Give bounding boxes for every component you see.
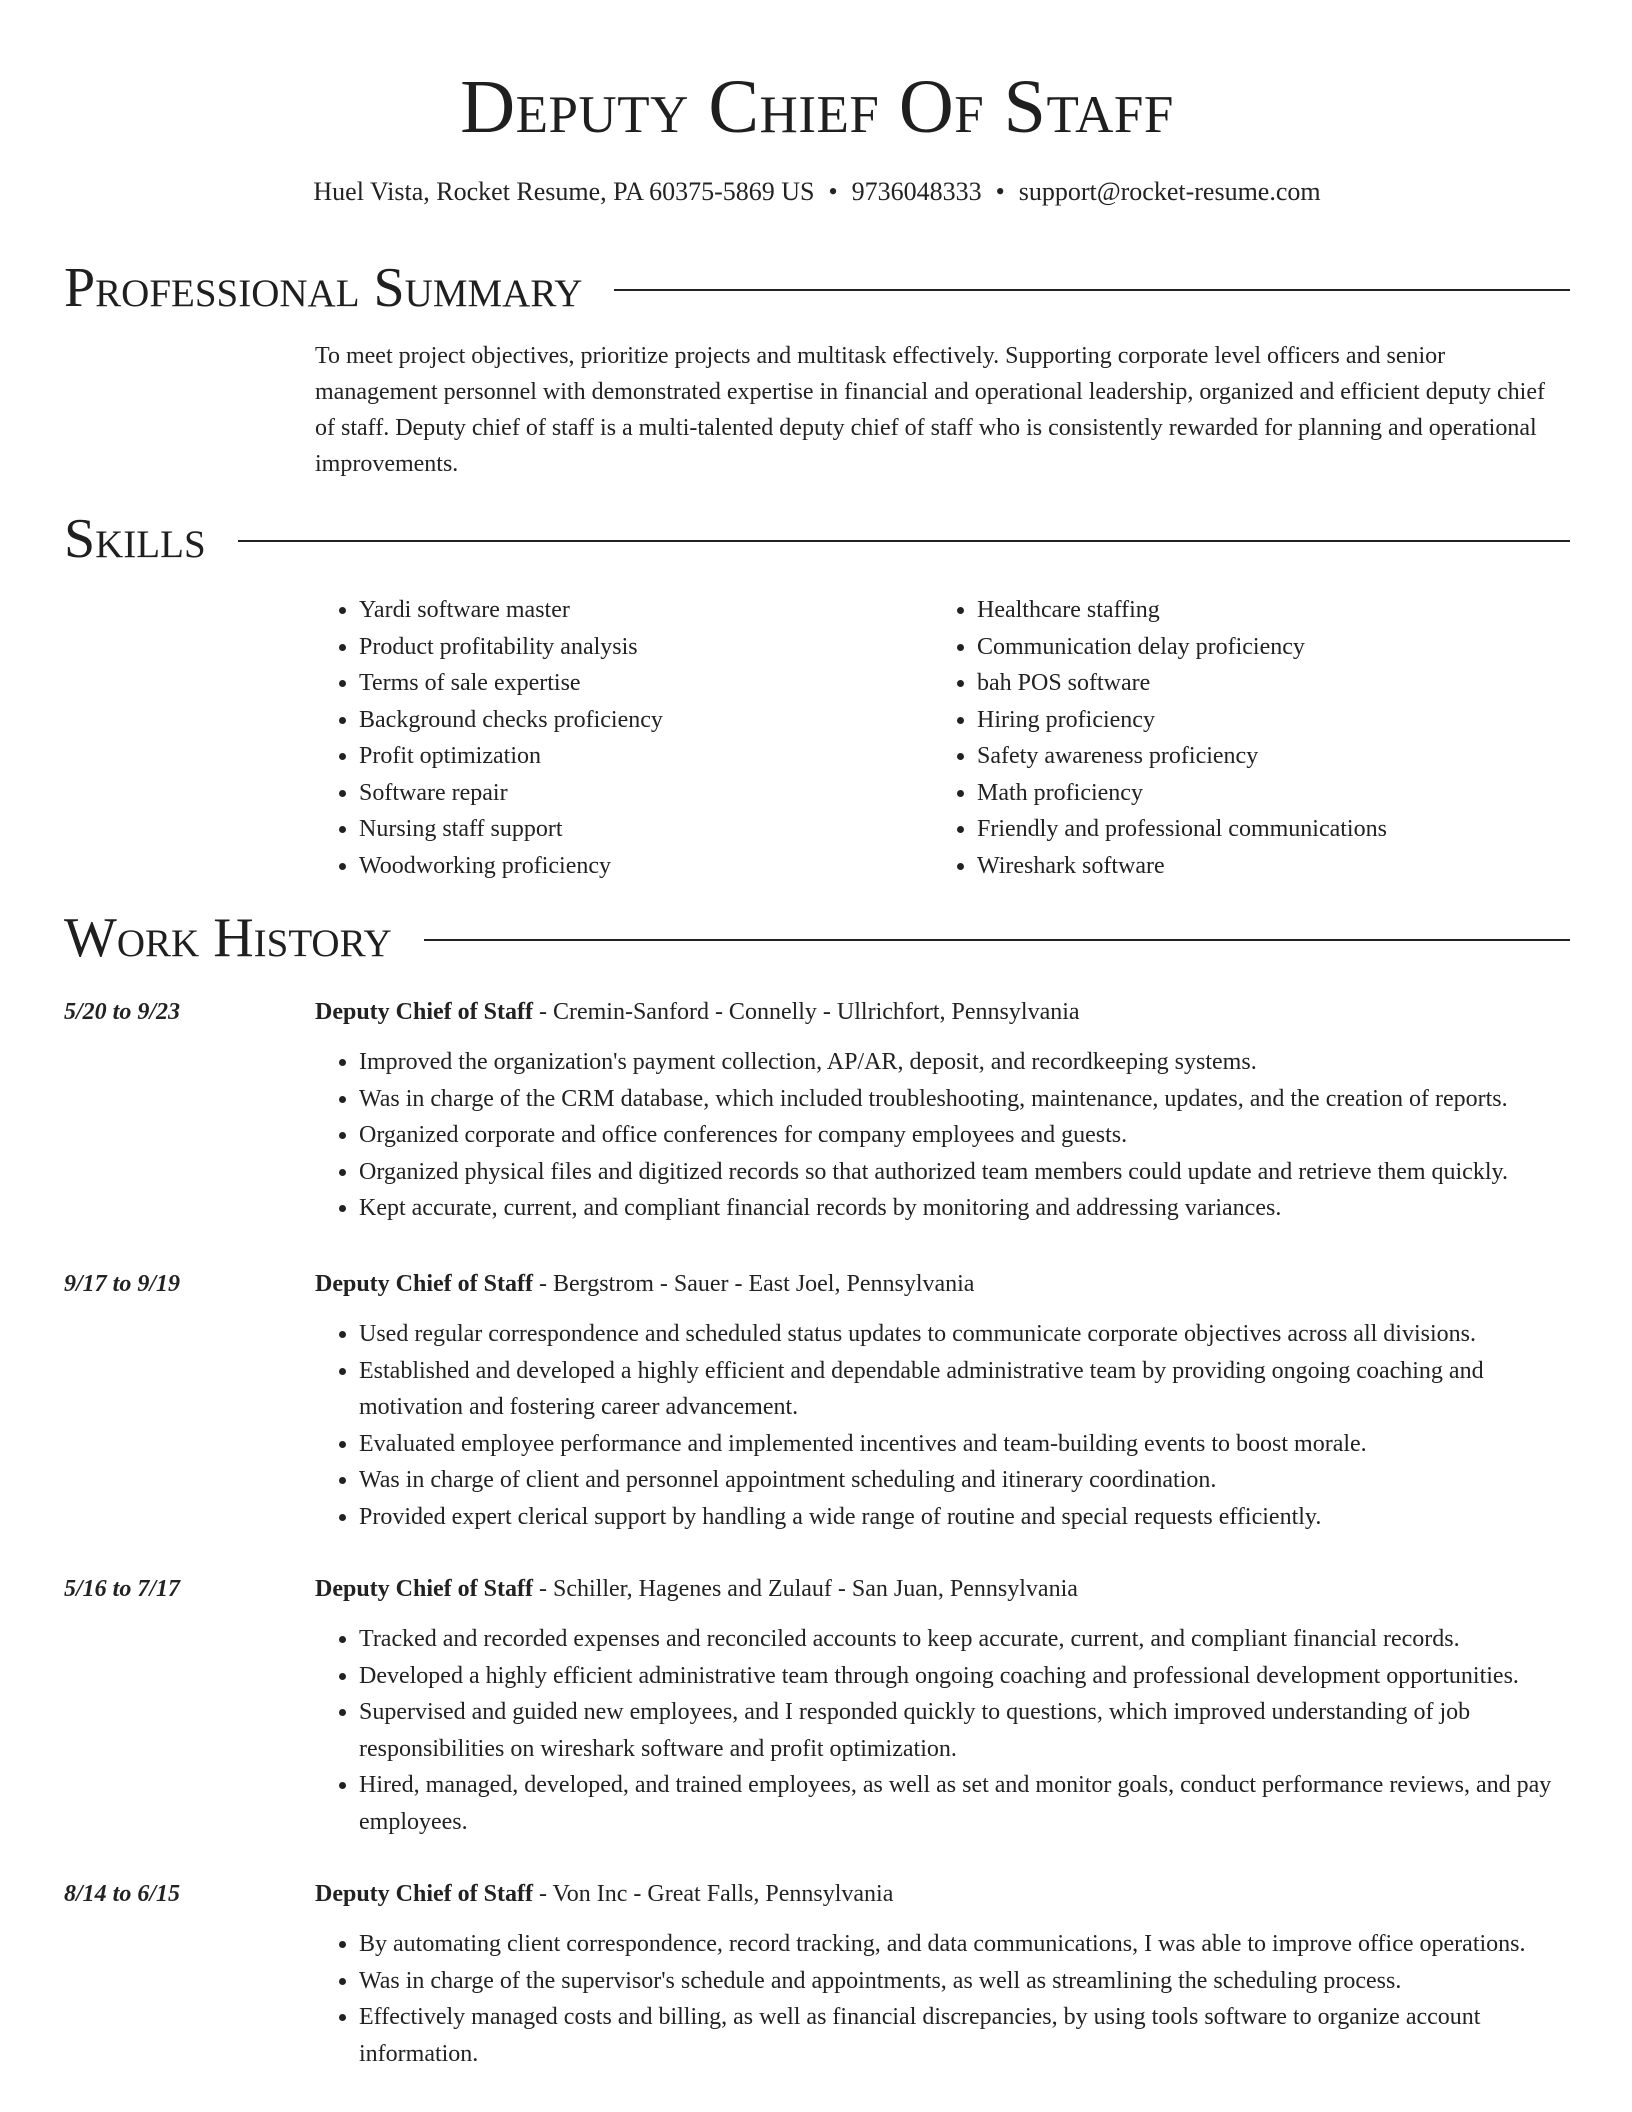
work-bullet: • Improved the organization's payment collection, AP/AR, deposit, and recordkeeping systems. [359,1044,1570,1081]
skill-item: • Friendly and professional communications [977,811,1551,848]
skills-title: Skills [64,508,206,570]
work-bullet: • Was in charge of the supervisor's schedule and appointments, as well as streamlining the scheduling process. [359,1963,1570,2000]
skill-item: • Background checks proficiency [359,702,933,739]
work-section-heading [64,908,1570,968]
skill-item: • bah POS software [977,665,1551,702]
work-bullet: • Kept accurate, current, and compliant financial records by monitoring and addressing variances. [359,1190,1570,1227]
skill-item: • Woodworking proficiency [359,848,933,885]
candidate-name: Deputy Chief Of Staff [460,65,1174,149]
contact-address: Huel Vista, Rocket Resume, PA 60375-5869 US [313,177,815,206]
work-employer-location: - Cremin-Sanford - Connelly - Ullrichfort, Pennsylvania [532,999,1080,1025]
work-bullet: • Organized physical files and digitized records so that authorized team members could update and retrieve them quickly. [359,1154,1570,1191]
work-bullet: • Organized corporate and office conferences for company employees and guests. [359,1117,1570,1154]
work-dates: 5/16 to 7/17 [64,1576,181,1602]
work-heading [315,994,1570,1030]
skills-section-heading [64,509,1570,569]
work-bullet: • Was in charge of client and personnel appointment scheduling and itinerary coordination. [359,1462,1570,1499]
work-bullet: • Hired, managed, developed, and trained employees, as well as set and monitor goals, conduct performance reviews, and pay employees. [359,1767,1570,1840]
work-bullet: • Established and developed a highly efficient and dependable administrative team by providing ongoing coaching and motivation and fostering career advancement. [359,1353,1570,1426]
work-bullet: • Used regular correspondence and scheduled status updates to communicate corporate objectives across all divisions. [359,1316,1570,1353]
skill-item: • Math proficiency [977,775,1551,812]
contact-separator: • [828,177,838,206]
skills-list [315,592,1570,884]
summary-title: Professional Summary [64,257,583,319]
skill-item: • Wireshark software [977,848,1551,885]
work-bullets [315,1926,1570,2072]
skill-item: • Profit optimization [359,738,933,775]
skill-item: • Product profitability analysis [359,629,933,666]
work-heading [315,1876,1570,1912]
contact-email[interactable]: support@rocket-resume.com [1018,177,1321,206]
summary-section-heading [64,258,1570,318]
work-employer-location: - Von Inc - Great Falls, Pennsylvania [532,1881,894,1907]
work-role: Deputy Chief of Staff [315,1576,533,1602]
work-title: Work History [64,907,392,969]
summary-text: To meet project objectives, prioritize projects and multitask effectively. Supporting corporate level officers and senior management personnel with demonstrated expertise in financial and operational leadership, organized and efficient deputy chief of staff. Deputy chief of staff is a multi-talented deputy chief of staff who is consistently rewarded for planning and operational improvements. [315,343,1545,477]
skill-item: • Safety awareness proficiency [977,738,1551,775]
work-bullet: • Effectively managed costs and billing, as well as financial discrepancies, by using tools software to organize account information. [359,1999,1570,2072]
work-employer-location: - Bergstrom - Sauer - East Joel, Pennsylvania [532,1271,975,1297]
skill-item: • Terms of sale expertise [359,665,933,702]
skills-column-right [933,592,1551,884]
work-bullet: • Was in charge of the CRM database, which included troubleshooting, maintenance, updates, and the creation of reports. [359,1081,1570,1118]
work-bullet: • Supervised and guided new employees, and I responded quickly to questions, which improved understanding of job responsibilities on wireshark software and profit optimization. [359,1694,1570,1767]
work-role: Deputy Chief of Staff [315,1271,533,1297]
work-heading [315,1266,1570,1302]
section-divider [424,939,1570,941]
skill-item: • Nursing staff support [359,811,933,848]
contact-line [64,176,1570,208]
work-employer-location: - Schiller, Hagenes and Zulauf - San Juan, Pennsylvania [532,1576,1078,1602]
work-role: Deputy Chief of Staff [315,999,533,1025]
work-dates: 8/14 to 6/15 [64,1881,181,1907]
contact-separator: • [995,177,1005,206]
work-bullet: • Developed a highly efficient administrative team through ongoing coaching and professional development opportunities. [359,1658,1570,1695]
section-divider [238,540,1570,542]
skill-item: • Software repair [359,775,933,812]
work-bullets [315,1316,1570,1535]
work-bullet: • Tracked and recorded expenses and reconciled accounts to keep accurate, current, and compliant financial records. [359,1621,1570,1658]
work-bullets [315,1621,1570,1840]
work-role: Deputy Chief of Staff [315,1881,533,1907]
work-bullets [315,1044,1570,1227]
work-heading [315,1571,1570,1607]
skill-item: • Communication delay proficiency [977,629,1551,666]
work-dates: 9/17 to 9/19 [64,1271,181,1297]
work-bullet: • Evaluated employee performance and implemented incentives and team-building events to boost morale. [359,1426,1570,1463]
skill-item: • Hiring proficiency [977,702,1551,739]
work-dates: 5/20 to 9/23 [64,999,181,1025]
section-divider [614,289,1570,291]
skill-item: • Yardi software master [359,592,933,629]
work-bullet: • Provided expert clerical support by handling a wide range of routine and special requests efficiently. [359,1499,1570,1536]
skills-column-left [315,592,933,884]
contact-phone: 9736048333 [851,177,982,206]
work-bullet: • By automating client correspondence, record tracking, and data communications, I was able to improve office operations. [359,1926,1570,1963]
skill-item: • Healthcare staffing [977,592,1551,629]
